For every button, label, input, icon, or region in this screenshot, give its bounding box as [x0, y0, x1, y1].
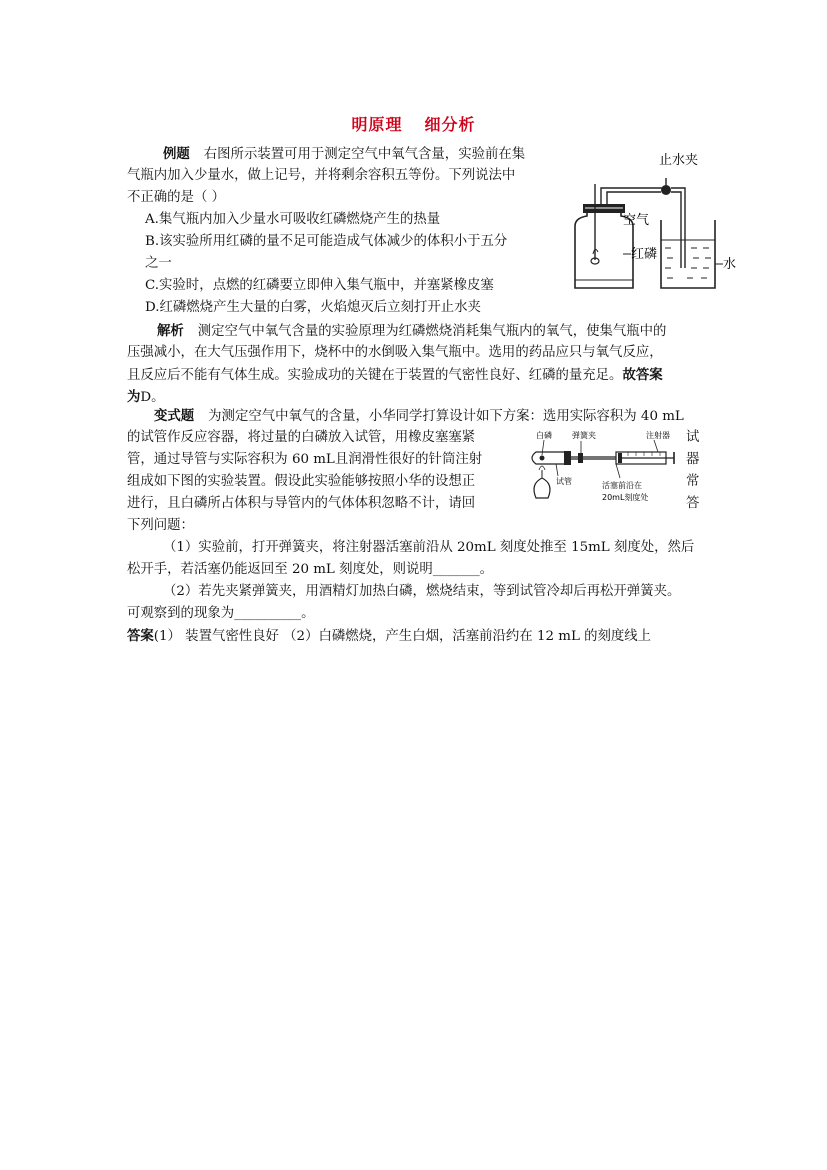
variant-label: 变式题	[154, 408, 195, 424]
option-b: B.该实验所用红磷的量不足可能造成气体减少的体积小于五分	[145, 234, 508, 249]
label-test-tube: 试管	[556, 477, 572, 486]
analysis-answer-prefix: 为	[127, 389, 141, 405]
variant-side-3: 常	[686, 474, 700, 489]
label-air: 空气	[623, 213, 650, 228]
variant-side-1: 试	[686, 430, 700, 445]
label-clamp: 止水夹	[659, 153, 699, 168]
page-title	[0, 112, 827, 135]
label-note-1: 活塞前沿在	[602, 481, 642, 490]
option-b-cont: 之一	[145, 256, 172, 271]
question-1-line-1: （1）实验前，打开弹簧夹，将注射器活塞前沿从 20mL 刻度处推至 15mL 刻度处，然后	[163, 540, 695, 555]
answer-line	[127, 625, 651, 648]
variant-line-4: 组成如下图的实验装置。假设此实验能够按照小华的设想正	[127, 474, 476, 489]
variant-side-4: 答	[686, 496, 700, 511]
title-part-1: 明原理	[351, 115, 403, 134]
example-line-1	[163, 143, 525, 166]
analysis-line-1	[157, 320, 666, 343]
variant-text-1: 为测定空气中氧气的含量，小华同学打算设计如下方案：选用实际容积为 40 mL	[208, 409, 684, 424]
question-2-line-1: （2）若先夹紧弹簧夹，用酒精灯加热白磷，燃烧结束，等到试管冷却后再松开弹簧夹。	[163, 584, 681, 599]
question-2-line-2: 可观察到的现象为__________。	[127, 606, 315, 621]
title-part-2: 细分析	[424, 115, 476, 134]
variant-side-2: 器	[686, 452, 700, 467]
variant-line-2: 的试管作反应容器，将过量的白磷放入试管，用橡皮塞塞紧	[127, 430, 476, 445]
example-stem-1: 右图所示装置可用于测定空气中氧气含量，实验前在集	[203, 147, 526, 162]
label-phosphorus: 红磷	[631, 247, 658, 262]
label-note-2: 20mL刻度处	[602, 493, 649, 502]
answer-label: 答案	[127, 628, 154, 644]
variant-line-5: 进行，且白磷所占体积与导管内的气体体积忽略不计，请回	[127, 496, 476, 511]
label-white-phosphorus: 白磷	[536, 431, 552, 440]
analysis-answer: D。	[140, 390, 165, 405]
label-water: 水	[723, 257, 737, 272]
question-1-line-2: 松开手，若活塞仍能返回至 20 mL 刻度处，则说明_______。	[127, 562, 494, 577]
apparatus-figure-2	[518, 428, 680, 512]
analysis-label: 解析	[157, 323, 184, 339]
example-line-3: 不正确的是（ ）	[127, 190, 225, 205]
example-line-2: 气瓶内加入少量水，做上记号，并将剩余容积五等份。下列说法中	[127, 168, 516, 183]
option-c: C.实验时，点燃的红磷要立即伸入集气瓶中，并塞紧橡皮塞	[145, 278, 494, 293]
analysis-text-3: 且反应后不能有气体生成。实验成功的关键在于装置的气密性良好、红磷的量充足。	[127, 368, 623, 383]
label-spring-clamp: 弹簧夹	[572, 431, 596, 440]
example-label: 例题	[163, 146, 190, 162]
option-d: D.红磷燃烧产生大量的白雾，火焰熄灭后立刻打开止水夹	[145, 300, 481, 315]
variant-line-6: 下列问题：	[127, 518, 194, 533]
apparatus-figure-1	[565, 148, 745, 298]
analysis-line-2: 压强减小，在大气压强作用下，烧杯中的水倒吸入集气瓶中。选用的药品应只与氧气反应，	[127, 345, 663, 360]
label-syringe: 注射器	[646, 431, 670, 440]
analysis-line-3	[127, 364, 663, 387]
analysis-answer-lead: 故答案	[622, 367, 663, 383]
analysis-text-1: 测定空气中氧气含量的实验原理为红磷燃烧消耗集气瓶内的氧气，使集气瓶中的	[197, 324, 667, 339]
variant-line-1	[154, 405, 684, 428]
answer-text: (1） 装置气密性良好 （2）白磷燃烧，产生白烟，活塞前沿约在 12 mL 的刻度线上	[153, 629, 652, 644]
option-a: A.集气瓶内加入少量水可吸收红磷燃烧产生的热量	[145, 212, 441, 227]
variant-line-3: 管，通过导管与实际容积为 60 mL且润滑性很好的针筒注射	[127, 452, 483, 467]
